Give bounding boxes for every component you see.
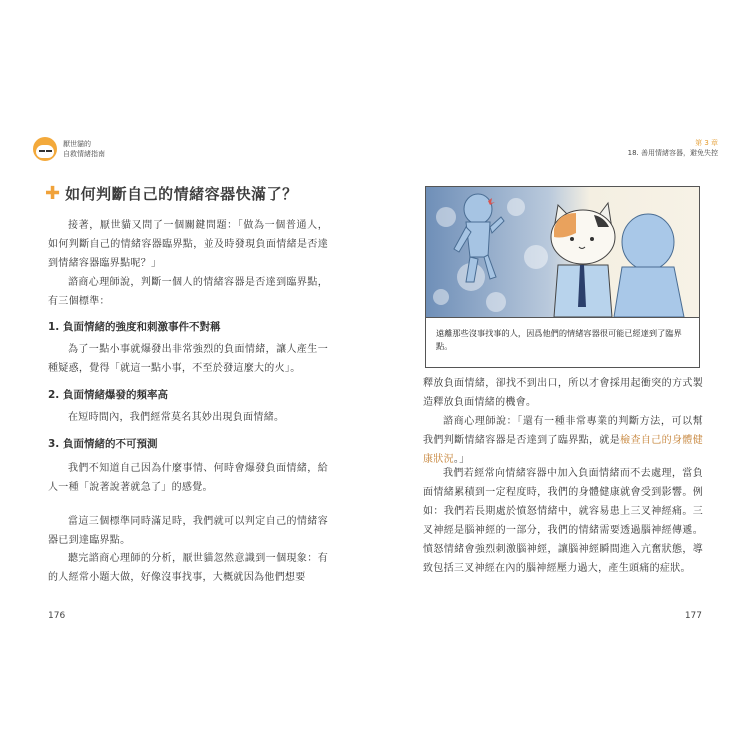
intro-paragraph-2: 諮商心理師說，判斷一個人的情緒容器是否達到臨界點，有三個標準： (48, 277, 328, 307)
criterion-1-title: 1. 負面情緒的強度和刺激事件不對稱 (48, 321, 221, 333)
criterion-2-title: 2. 負面情緒爆發的頻率高 (48, 389, 168, 401)
right-paragraph-1: 釋放負面情緒，卻找不到出口，所以才會採用起衝突的方式製造釋放負面情緒的機會。 (423, 378, 703, 408)
illustration-caption: 遠離那些沒事找事的人，因爲他們的情緒容器很可能已經達到了臨界點。 (426, 317, 699, 368)
book-title-line1: 厭世貓的 (63, 140, 91, 148)
para2-text: 諮商心理師說：「還有一種非常專業的判斷方法，可以幫我們判斷情緒容器是否達到了臨界點，就是 (423, 416, 703, 446)
para2-highlight: 檢查自己的身體健康狀況 (423, 435, 704, 465)
comic-illustration (425, 186, 700, 368)
book-title (63, 139, 105, 159)
page-number-left: 176 (48, 611, 66, 621)
book-brand (33, 137, 105, 161)
right-paragraph-3: 我們若經常向情緒容器中加入負面情緒而不去處理，當負面情緒累積到一定程度時，我們的身體健康就會受到影響。例如：我們若長期處於憤怒情緒中，就容易患上三叉神經痛。三叉神經是腦神經的一部分，我們的情緒需要透過腦神經傳遞。憤怒情緒會強烈刺激腦神經，讓腦神經瞬間進入亢奮狀態，導致包括三叉神經在內的腦神經壓力過大，產生頭痛的症狀。 (423, 468, 703, 574)
criterion-2-body: 在短時間內，我們經常莫名其妙出現負面情緒。 (68, 412, 285, 423)
right-paragraph-2 (423, 412, 703, 469)
book-title-line2: 自救情緒指南 (63, 150, 105, 158)
chapter-header (628, 138, 718, 158)
criterion-3-title: 3. 負面情緒的不可預測 (48, 438, 158, 450)
comic-scene (426, 187, 699, 317)
chapter-number: 第 3 章 (695, 139, 718, 147)
cat-logo-icon (33, 137, 57, 161)
chapter-title: 18. 善用情緒容器，避免失控 (627, 149, 718, 157)
section-heading-text: 如何判斷自己的情緒容器快滿了？ (65, 185, 298, 203)
criterion-3-body: 我們不知道自己因為什麼事情、何時會爆發負面情緒，給人一種「說著說著就急了」的感覺。 (48, 463, 328, 493)
section-heading (45, 183, 298, 204)
continuation-paragraph: 聽完諮商心理師的分析，厭世貓忽然意識到一個現象：有的人經常小題大做，好像沒事找事，大概就因為他們想要 (48, 553, 328, 583)
criterion-1-body: 為了一點小事就爆發出非常強烈的負面情緒，讓人產生一種疑惑，覺得「就這一點小事，不至於發這麼大的火」。 (48, 344, 328, 374)
intro-paragraph: 接著，厭世貓又問了一個關鍵問題：「做為一個普通人，如何判斷自己的情緒容器臨界點，並及時發現負面情緒是否達到情緒容器臨界點呢？」 (48, 220, 328, 269)
conclusion-paragraph: 當這三個標準同時滿足時，我們就可以判定自己的情緒容器已到達臨界點。 (48, 516, 328, 546)
para2-end: 。」 (453, 454, 470, 465)
page-number-right: 177 (684, 611, 702, 621)
right-page (375, 0, 750, 750)
plus-icon: ✚ (45, 182, 61, 204)
